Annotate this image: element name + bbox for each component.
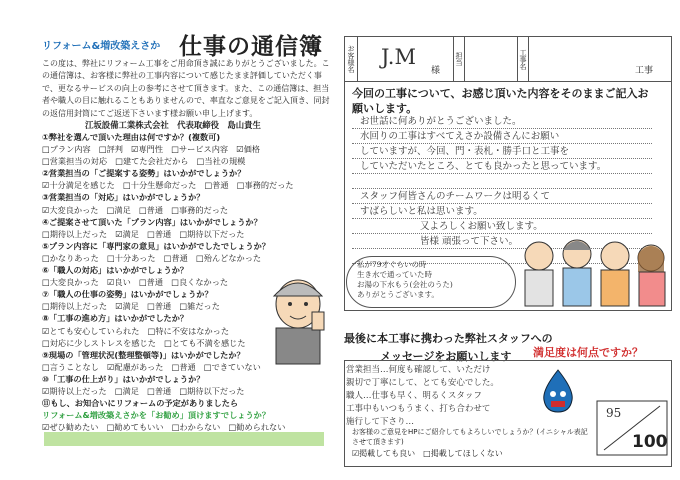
question: ⑤プラン内容に「専門家の意見」はいかがでしたでしょうか？ <box>42 240 270 251</box>
handwritten-line: 水回りの工事はすべてえさか設備さんにお願い <box>360 131 560 142</box>
staff-msg-line: 営業担当…何度も確認して、いただけ <box>346 365 491 375</box>
question: ⑥「職人の対応」はいかがでしょうか？ <box>42 265 189 276</box>
answer-options[interactable]: リフォーム&増改築えさかを「お勧め」頂けますでしょうか？ <box>42 410 271 421</box>
answer-options[interactable]: ☑とても安心していられた □特に不安はなかった <box>42 325 230 336</box>
tagline: リフォーム&増改築えさか <box>42 41 161 52</box>
customer-honorific: 様 <box>431 66 441 76</box>
handwritten-line: していますが、今回、門・表札・勝手口と工事を <box>360 146 570 157</box>
answer-options[interactable]: □営業担当の対応 □建てた会社だから □当社の規模 <box>42 156 246 167</box>
question: ②営業担当の「ご提案する姿勢」はいかがでしょうか？ <box>42 168 246 179</box>
customer-info-box <box>344 36 672 82</box>
bubble-line: ありがとうございます。 <box>357 290 439 299</box>
handwritten-line: していただいたところ、とても良かったと思っています。 <box>360 161 607 172</box>
customer-label: お客様名 <box>345 37 358 81</box>
question: ⑪もし、お知合いにリフォームの予定がありましたら <box>42 398 239 409</box>
answer-options[interactable]: □大変良かった ☑良い □普通 □良くなかった <box>42 277 229 288</box>
handwritten-line: 又よろしくお願い致します。 <box>420 221 543 232</box>
question: ⑦「職人の仕事の姿勢」はいかがでしょうか？ <box>42 289 213 300</box>
question: ⑩「工事の仕上がり」はいかがでしょうか？ <box>42 373 205 384</box>
score-max: 100 <box>632 432 668 452</box>
comment-prompt: 今回の工事について、お感じ頂いた内容をそのままご記入お願いします。 <box>352 87 649 115</box>
people-illustration <box>515 232 667 308</box>
staff-message-prompt: 最後に本工事に携わった弊社スタッフへの <box>344 332 553 345</box>
answer-options[interactable]: □かなりあった □十分あった □普通 □殆んどなかった <box>42 252 262 263</box>
hp-consent <box>352 428 592 459</box>
hp-consent-options[interactable]: ☑掲載しても良い □掲載してほしくない <box>352 449 503 458</box>
answer-options[interactable]: ☑期待以上だった □満足 □普通 □期待以下だった <box>42 385 245 396</box>
work-suffix: 工事 <box>635 66 654 76</box>
company-name: 江坂設備工業株式会社 代表取締役 島山貴生 <box>85 120 261 130</box>
question: ①弊社を選んで頂いた理由は何ですか？(複数可) <box>42 132 221 142</box>
bubble-line: お湯の下水もう(会社のうた) <box>357 280 453 289</box>
staff-msg-line: 施行して下さり… <box>346 417 415 427</box>
answer-options[interactable]: ☑十分満足を感じた □十分生懸命だった □普通 □事務的だった <box>42 180 294 191</box>
work-label: 工事名 <box>517 37 529 81</box>
satisfaction-title: 満足度は何点ですか？ <box>533 346 643 359</box>
handwritten-line: すばらしいと私は思います。 <box>360 206 483 217</box>
bubble-line: 私が79才ぐらいの時 <box>357 260 427 269</box>
answer-options[interactable]: □対応に少しストレスを感じた □とても不満を感じた <box>42 337 246 348</box>
bubble-line: 生き水で通っていた時 <box>357 270 432 279</box>
question: ④ご提案させて頂いた「プラン内容」はいかがでしょうか？ <box>42 216 262 227</box>
page-title: 仕事の通信簿 <box>179 34 323 60</box>
staff-label: 担当 <box>453 37 465 81</box>
score-given: 95 <box>606 406 622 420</box>
handwritten-line: お世話に何ありがとうございました。 <box>360 116 522 127</box>
recommend-highlight <box>44 432 324 446</box>
hp-consent-question: お客様のご意見をHPにご紹介してもよろしいでしょうか？(イニシャル表記させて頂きます) <box>352 428 588 446</box>
question: ⑨現場の「管理状況(整理整頓等)」はいかがでしたか？ <box>42 349 245 360</box>
staff-msg-line: 工事中もいつもうまく、打ち合わせて <box>346 404 491 414</box>
customer-name: J.M <box>381 45 416 69</box>
answer-options[interactable]: ☑大変良かった □満足 □普通 □事務的だった <box>42 204 229 215</box>
mascot-icon <box>538 368 578 414</box>
answer-options[interactable]: □期待以上だった ☑満足 □普通 □雑だった <box>42 301 220 312</box>
answer-options[interactable]: □期待以上だった ☑満足 □普通 □期待以下だった <box>42 228 245 239</box>
intro-text: この度は、弊社にリフォーム工事をご用命頂き誠にありがとうございました。この通信簿は、お客様に弊社の工事内容について感じたまま評価していただく事で、更なるサービスの向上の参考にさせて頂きます。また、この通信簿は、担当者や職人の目に触れることもありませんので、率直なご意見をご記入頂き、同封の返信用封筒にてご返送下さいます様お願い申し上げます。 <box>42 59 330 118</box>
handwritten-line: スタッフ何皆さんのチームワークは明るくて <box>360 191 551 202</box>
handwritten-comment <box>360 114 650 249</box>
question: ⑧「工事の進め方」はいかがでしたか？ <box>42 313 189 324</box>
speech-bubble <box>346 256 516 308</box>
answer-options[interactable]: □プラン内容 □評判 ☑専門性 □サービス内容 ☑価格 <box>42 144 261 155</box>
staff-message-prompt-2: メッセージをお願いします <box>380 350 512 363</box>
staff-message <box>346 364 546 429</box>
recommend-options[interactable]: ☑ぜひ勧めたい □勧めてもいい □わからない □勧められない <box>42 422 286 433</box>
answer-options[interactable]: □言うことなし ☑配慮があった □普通 □できていない <box>42 361 261 372</box>
handwritten-line: 皆様 頑張って下さい。 <box>420 236 519 247</box>
staff-msg-line: 親切で丁寧にして、とても安心でした。 <box>346 378 499 388</box>
staff-msg-line: 職人…仕事も早く、明るくスタッフ <box>346 391 482 401</box>
question: ③営業担当の「対応」はいかがでしょうか？ <box>42 192 205 203</box>
worker-illustration <box>260 268 340 368</box>
